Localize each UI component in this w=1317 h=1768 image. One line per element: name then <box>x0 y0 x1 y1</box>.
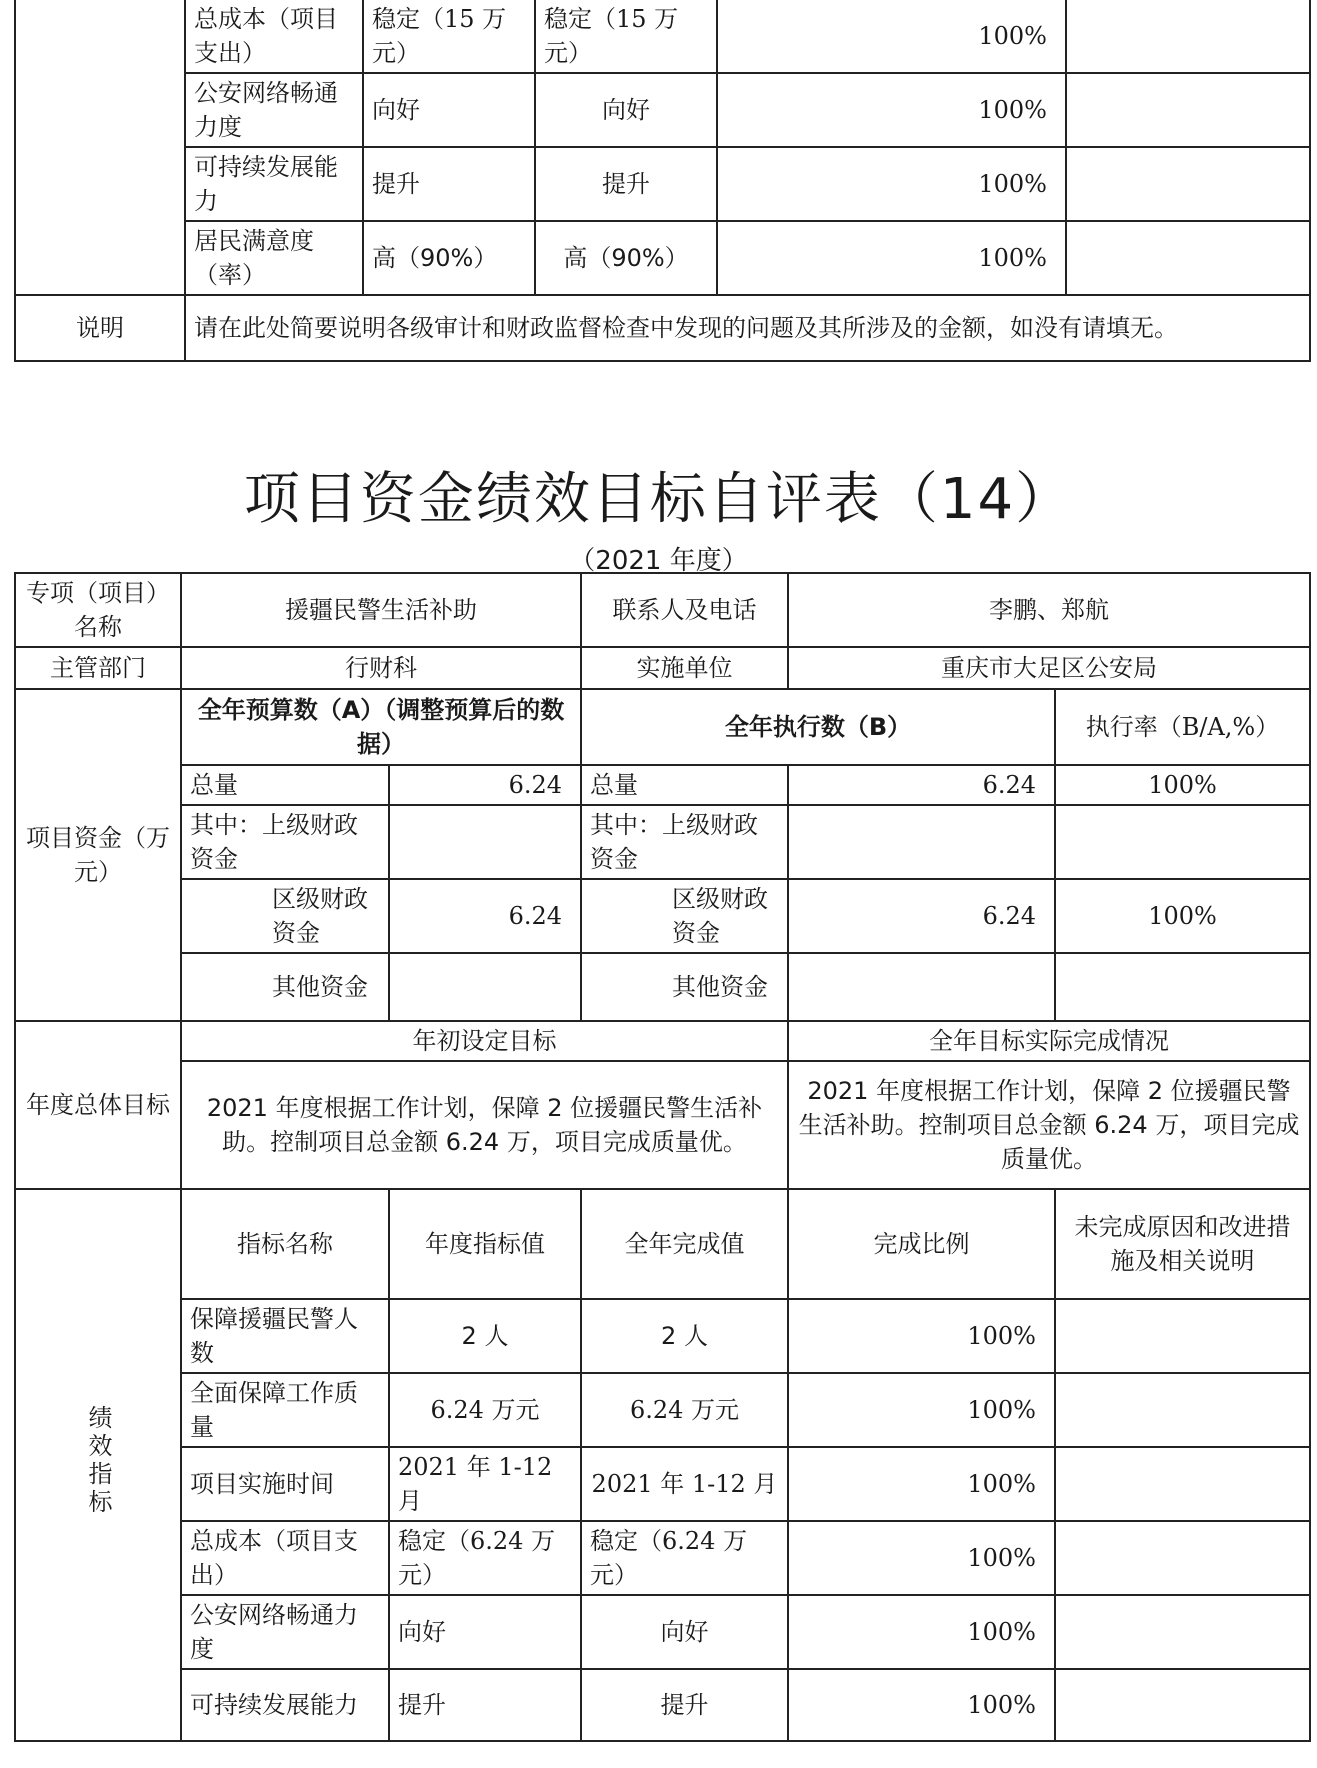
table-row <box>15 1299 1310 1373</box>
funds-budget <box>389 953 581 1021</box>
table-row <box>15 73 1310 147</box>
indicator-note <box>1066 0 1310 73</box>
indicator-target: 提升 <box>363 147 535 221</box>
indicator-actual: 提升 <box>535 147 717 221</box>
funds-row-label: 其中：上级财政资金 <box>181 805 389 879</box>
funds-row-label-exec: 总量 <box>581 765 788 805</box>
indicator-actual: 高（90%） <box>535 221 717 295</box>
funds-exec <box>788 953 1055 1021</box>
perf-target: 6.24 万元 <box>389 1373 581 1447</box>
note-text: 请在此处简要说明各级审计和财政监督检查中发现的问题及其所涉及的金额，如没有请填无。 <box>185 295 1310 361</box>
table-row <box>15 1521 1310 1595</box>
table-row <box>15 879 1310 953</box>
indicator-ratio: 100% <box>717 147 1066 221</box>
funds-row-label: 其他资金 <box>181 953 389 1021</box>
funds-row-label-exec: 其他资金 <box>581 953 788 1021</box>
perf-name: 全面保障工作质量 <box>181 1373 389 1447</box>
note-label: 说明 <box>15 295 185 361</box>
rate-header: 执行率（B/A,%） <box>1055 689 1310 765</box>
table-row <box>15 1595 1310 1669</box>
perf-ratio: 100% <box>788 1669 1055 1741</box>
funds-rate <box>1055 805 1310 879</box>
perf-label: 绩效指标 <box>84 1404 112 1517</box>
perf-header-target: 年度指标值 <box>389 1189 581 1299</box>
table-row <box>15 805 1310 879</box>
funds-row-label-exec: 其中：上级财政资金 <box>581 805 788 879</box>
perf-header-actual: 全年完成值 <box>581 1189 788 1299</box>
funds-exec <box>788 805 1055 879</box>
perf-name: 保障援疆民警人数 <box>181 1299 389 1373</box>
table-row <box>15 647 1310 689</box>
indicator-target: 稳定（15 万元） <box>363 0 535 73</box>
funds-exec: 6.24 <box>788 879 1055 953</box>
perf-name: 可持续发展能力 <box>181 1669 389 1741</box>
table-row <box>15 221 1310 295</box>
page-subtitle: （2021 年度） <box>569 546 748 576</box>
project-name: 援疆民警生活补助 <box>181 573 581 647</box>
indicator-target: 向好 <box>363 73 535 147</box>
exec-header: 全年执行数（B） <box>581 689 1055 765</box>
perf-target: 向好 <box>389 1595 581 1669</box>
project-label: 专项（项目）名称 <box>15 573 181 647</box>
perf-actual: 向好 <box>581 1595 788 1669</box>
perf-target: 稳定（6.24 万元） <box>389 1521 581 1595</box>
dept-label: 主管部门 <box>15 647 181 689</box>
table-row <box>15 1373 1310 1447</box>
dept-value: 行财科 <box>181 647 581 689</box>
indicator-name: 居民满意度（率） <box>185 221 363 295</box>
budget-header: 全年预算数（A）（调整预算后的数据） <box>181 689 581 765</box>
perf-actual: 2021 年 1-12 月 <box>581 1447 788 1521</box>
perf-actual: 稳定（6.24 万元） <box>581 1521 788 1595</box>
perf-ratio: 100% <box>788 1373 1055 1447</box>
table-row <box>15 689 1310 765</box>
perf-name: 公安网络畅通力度 <box>181 1595 389 1669</box>
perf-label-cell <box>15 1189 181 1741</box>
table-row <box>15 1669 1310 1741</box>
perf-target: 提升 <box>389 1669 581 1741</box>
funds-rate <box>1055 953 1310 1021</box>
contact-label: 联系人及电话 <box>581 573 788 647</box>
table-row <box>15 1021 1310 1061</box>
perf-ratio: 100% <box>788 1299 1055 1373</box>
perf-note <box>1055 1299 1310 1373</box>
funds-budget: 6.24 <box>389 765 581 805</box>
unit-label: 实施单位 <box>581 647 788 689</box>
perf-ratio: 100% <box>788 1447 1055 1521</box>
perf-header-name: 指标名称 <box>181 1189 389 1299</box>
goal-set-header: 年初设定目标 <box>181 1021 788 1061</box>
perf-note <box>1055 1373 1310 1447</box>
funds-exec: 6.24 <box>788 765 1055 805</box>
indicator-ratio: 100% <box>717 0 1066 73</box>
funds-label: 项目资金（万元） <box>15 689 181 1021</box>
perf-note <box>1055 1669 1310 1741</box>
goal-done-header: 全年目标实际完成情况 <box>788 1021 1310 1061</box>
indicator-note <box>1066 73 1310 147</box>
indicator-actual: 稳定（15 万元） <box>535 0 717 73</box>
unit-value: 重庆市大足区公安局 <box>788 647 1310 689</box>
funds-rate: 100% <box>1055 879 1310 953</box>
funds-row-label: 区级财政资金 <box>181 879 389 953</box>
indicator-name: 可持续发展能力 <box>185 147 363 221</box>
table-row <box>15 765 1310 805</box>
blank-label-cell <box>15 0 185 295</box>
goal-label: 年度总体目标 <box>15 1021 181 1189</box>
perf-name: 总成本（项目支出） <box>181 1521 389 1595</box>
perf-target: 2021 年 1-12 月 <box>389 1447 581 1521</box>
contact-value: 李鹏、郑航 <box>788 573 1310 647</box>
perf-note <box>1055 1447 1310 1521</box>
funds-budget <box>389 805 581 879</box>
goal-done-text: 2021 年度根据工作计划，保障 2 位援疆民警生活补助。控制项目总金额 6.24 万，项目完成质量优。 <box>788 1061 1310 1189</box>
funds-row-label: 总量 <box>181 765 389 805</box>
perf-note <box>1055 1595 1310 1669</box>
table-row <box>15 1061 1310 1189</box>
perf-actual: 2 人 <box>581 1299 788 1373</box>
perf-actual: 提升 <box>581 1669 788 1741</box>
indicator-target: 高（90%） <box>363 221 535 295</box>
indicator-ratio: 100% <box>717 73 1066 147</box>
perf-ratio: 100% <box>788 1521 1055 1595</box>
perf-header-note: 未完成原因和改进措施及相关说明 <box>1055 1189 1310 1299</box>
perf-actual: 6.24 万元 <box>581 1373 788 1447</box>
page-title: 项目资金绩效目标自评表（14） <box>243 467 1074 532</box>
indicator-ratio: 100% <box>717 221 1066 295</box>
perf-name: 项目实施时间 <box>181 1447 389 1521</box>
perf-ratio: 100% <box>788 1595 1055 1669</box>
table-row <box>15 573 1310 647</box>
perf-note <box>1055 1521 1310 1595</box>
goal-set-text: 2021 年度根据工作计划，保障 2 位援疆民警生活补助。控制项目总金额 6.24 万，项目完成质量优。 <box>181 1061 788 1189</box>
table-row <box>15 0 1310 73</box>
table-row <box>15 147 1310 221</box>
funds-row-label-exec: 区级财政资金 <box>581 879 788 953</box>
table-row <box>15 1189 1310 1299</box>
performance-self-evaluation-table <box>14 572 1311 1742</box>
funds-rate: 100% <box>1055 765 1310 805</box>
perf-target: 2 人 <box>389 1299 581 1373</box>
previous-table-continuation <box>14 0 1311 362</box>
funds-budget: 6.24 <box>389 879 581 953</box>
indicator-name: 公安网络畅通力度 <box>185 73 363 147</box>
table-row <box>15 295 1310 361</box>
indicator-note <box>1066 147 1310 221</box>
indicator-name: 总成本（项目支出） <box>185 0 363 73</box>
indicator-actual: 向好 <box>535 73 717 147</box>
table-row <box>15 953 1310 1021</box>
perf-header-ratio: 完成比例 <box>788 1189 1055 1299</box>
table-row <box>15 1447 1310 1521</box>
indicator-note <box>1066 221 1310 295</box>
